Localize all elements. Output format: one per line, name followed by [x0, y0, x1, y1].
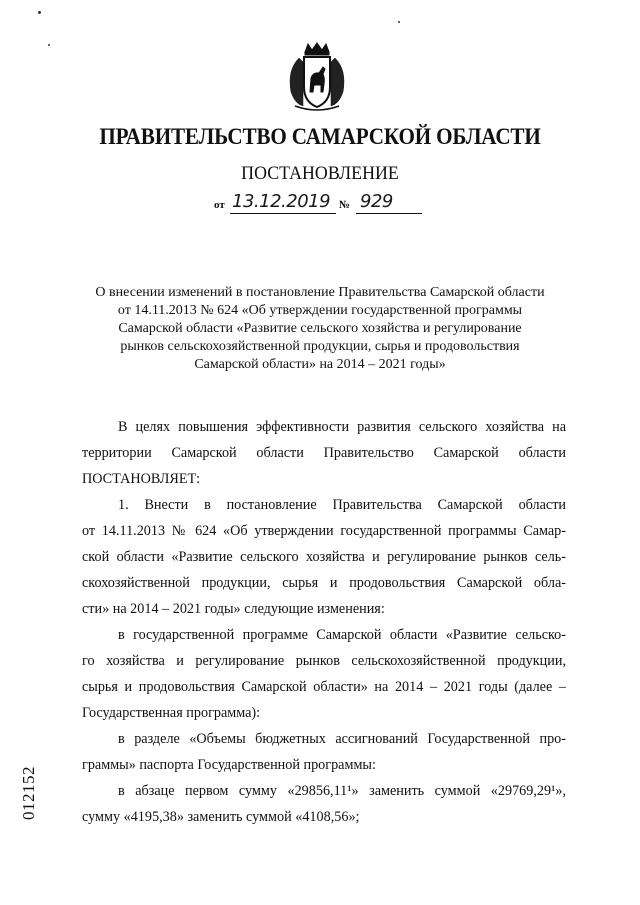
serial-stamp: [18, 762, 40, 824]
body-line: Государственная программа):: [82, 705, 261, 721]
subject-line: от 14.11.2013 № 624 «Об утверждении государственной программы: [117, 303, 523, 318]
number-prefix: №: [339, 199, 351, 211]
body-line: сумму «4195,38» заменить суммой «4108,56»;: [82, 809, 360, 825]
subject-line: О внесении изменений в постановление Правительства Самарской области: [95, 285, 545, 300]
date-value: 13.12.2019: [232, 191, 331, 212]
body-line: го хозяйства и регулирование рынков сельскохозяйственной продукции,: [82, 653, 566, 669]
body-line: от 14.11.2013 № 624 «Об утверждении государственной программы Самар-: [82, 523, 566, 539]
number-value: 929: [360, 191, 393, 212]
body-line: скохозяйственной продукции, сырья и продовольствия Самарской обла-: [82, 575, 566, 591]
document-body: [82, 414, 566, 830]
body-line: в разделе «Объемы бюджетных ассигнований Государственной про-: [118, 731, 566, 747]
body-line: в абзаце первом сумму «29856,11¹» заменить суммой «29769,29¹»,: [118, 783, 566, 799]
subject-line: Самарской области» на 2014 – 2021 годы»: [194, 357, 446, 372]
body-line: граммы» паспорта Государственной программы:: [82, 757, 376, 773]
document-type: ПОСТАНОВЛЕНИЕ: [241, 163, 399, 184]
body-line: В целях повышения эффективности развития сельского хозяйства на: [118, 419, 566, 435]
document-date-number: [214, 192, 434, 214]
body-line: в государственной программе Самарской области «Развитие сельско-: [118, 627, 566, 643]
subject-line: Самарской области «Развитие сельского хозяйства и регулирование: [118, 321, 522, 336]
body-line: 1. Внести в постановление Правительства Самарской области: [118, 497, 566, 513]
body-line: ской области «Развитие сельского хозяйства и регулирование рынков сель-: [82, 549, 566, 565]
subject-line: рынков сельскохозяйственной продукции, сырья и продовольствия: [120, 339, 520, 354]
organization-title: ПРАВИТЕЛЬСТВО САМАРСКОЙ ОБЛАСТИ: [99, 124, 541, 149]
serial-number: 012152: [19, 766, 38, 820]
document-subject: [70, 284, 570, 374]
body-line: ПОСТАНОВЛЯЕТ:: [82, 471, 201, 487]
coat-of-arms-icon: [277, 42, 357, 112]
date-prefix: от: [214, 199, 225, 211]
body-line: сти» на 2014 – 2021 годы» следующие изменения:: [82, 601, 385, 617]
body-line: сырья и продовольствия Самарской области» на 2014 – 2021 годы (далее –: [82, 679, 566, 695]
body-line: территории Самарской области Правительство Самарской области: [82, 445, 566, 461]
